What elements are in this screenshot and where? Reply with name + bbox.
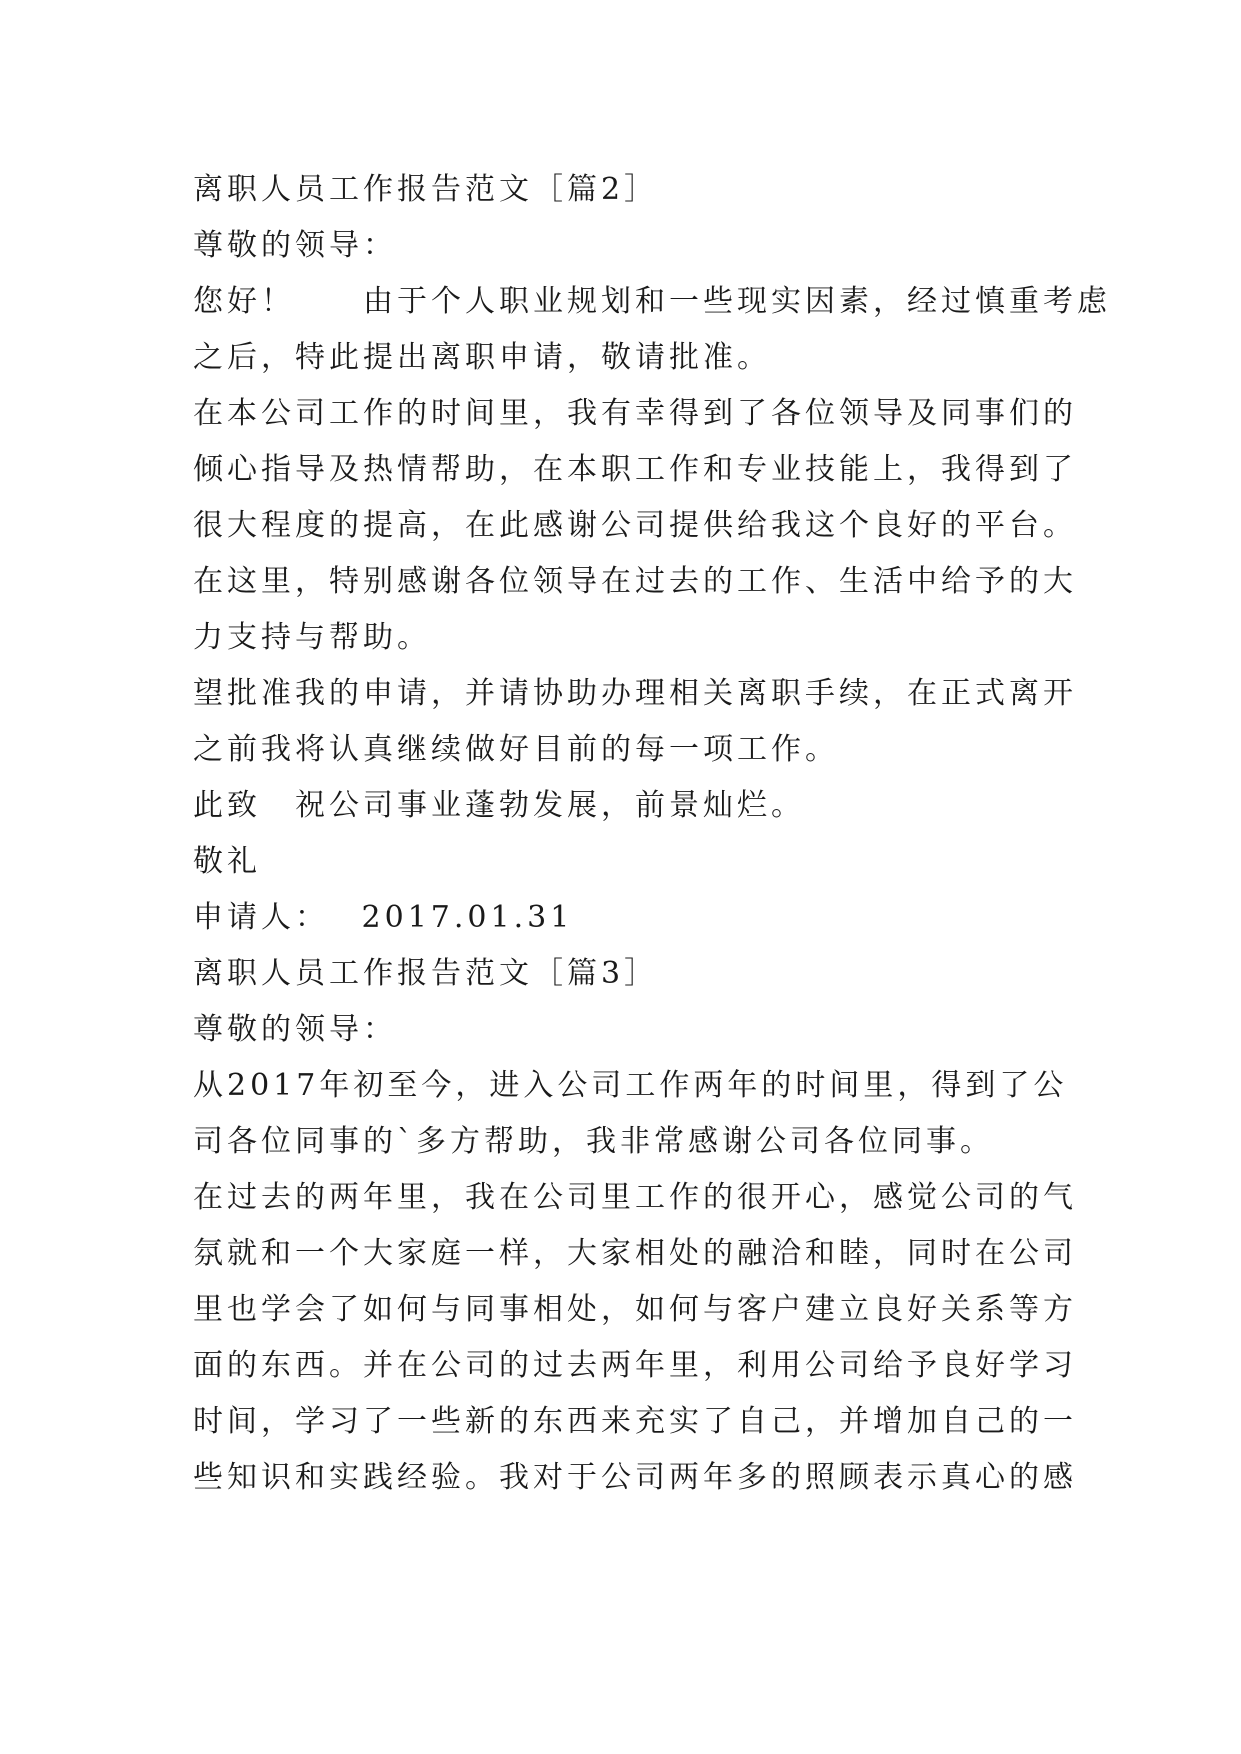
salutation: 尊敬的领导：	[193, 1012, 397, 1047]
regards-line: 敬礼	[193, 844, 261, 879]
paragraph-line: 司各位同事的`多方帮助，我非常感谢公司各位同事。	[193, 1124, 994, 1159]
paragraph-line: 里也学会了如何与同事相处，如何与客户建立良好关系等方	[193, 1292, 1077, 1327]
paragraph-line: 从2017年初至今，进入公司工作两年的时间里，得到了公	[193, 1068, 1068, 1103]
paragraph-line: 在本公司工作的时间里，我有幸得到了各位领导及同事们的	[193, 396, 1077, 431]
section-title-2: 离职人员工作报告范文［篇2］	[193, 172, 659, 207]
closing-line: 此致 祝公司事业蓬勃发展，前景灿烂。	[193, 788, 805, 823]
paragraph-line: 在这里，特别感谢各位领导在过去的工作、生活中给予的大	[193, 564, 1077, 599]
paragraph-line: 在过去的两年里，我在公司里工作的很开心，感觉公司的气	[193, 1180, 1077, 1215]
paragraph-line: 您好！ 由于个人职业规划和一些现实因素，经过慎重考虑	[193, 284, 1111, 319]
paragraph-line: 之后，特此提出离职申请，敬请批准。	[193, 340, 771, 375]
paragraph-line: 很大程度的提高，在此感谢公司提供给我这个良好的平台。	[193, 508, 1077, 543]
paragraph-line: 力支持与帮助。	[193, 620, 431, 655]
paragraph-line: 望批准我的申请，并请协助办理相关离职手续，在正式离开	[193, 676, 1077, 711]
paragraph-line: 些知识和实践经验。我对于公司两年多的照顾表示真心的感	[193, 1460, 1077, 1495]
section-title-3: 离职人员工作报告范文［篇3］	[193, 956, 659, 991]
paragraph-line: 面的东西。并在公司的过去两年里，利用公司给予良好学习	[193, 1348, 1077, 1383]
paragraph-line: 之前我将认真继续做好目前的每一项工作。	[193, 732, 839, 767]
paragraph-line: 时间，学习了一些新的东西来充实了自己，并增加自己的一	[193, 1404, 1077, 1439]
paragraph-line: 氛就和一个大家庭一样，大家相处的融洽和睦，同时在公司	[193, 1236, 1077, 1271]
salutation: 尊敬的领导：	[193, 228, 397, 263]
paragraph-line: 倾心指导及热情帮助，在本职工作和专业技能上，我得到了	[193, 452, 1077, 487]
applicant-date-line: 申请人： 2017.01.31	[193, 900, 574, 935]
